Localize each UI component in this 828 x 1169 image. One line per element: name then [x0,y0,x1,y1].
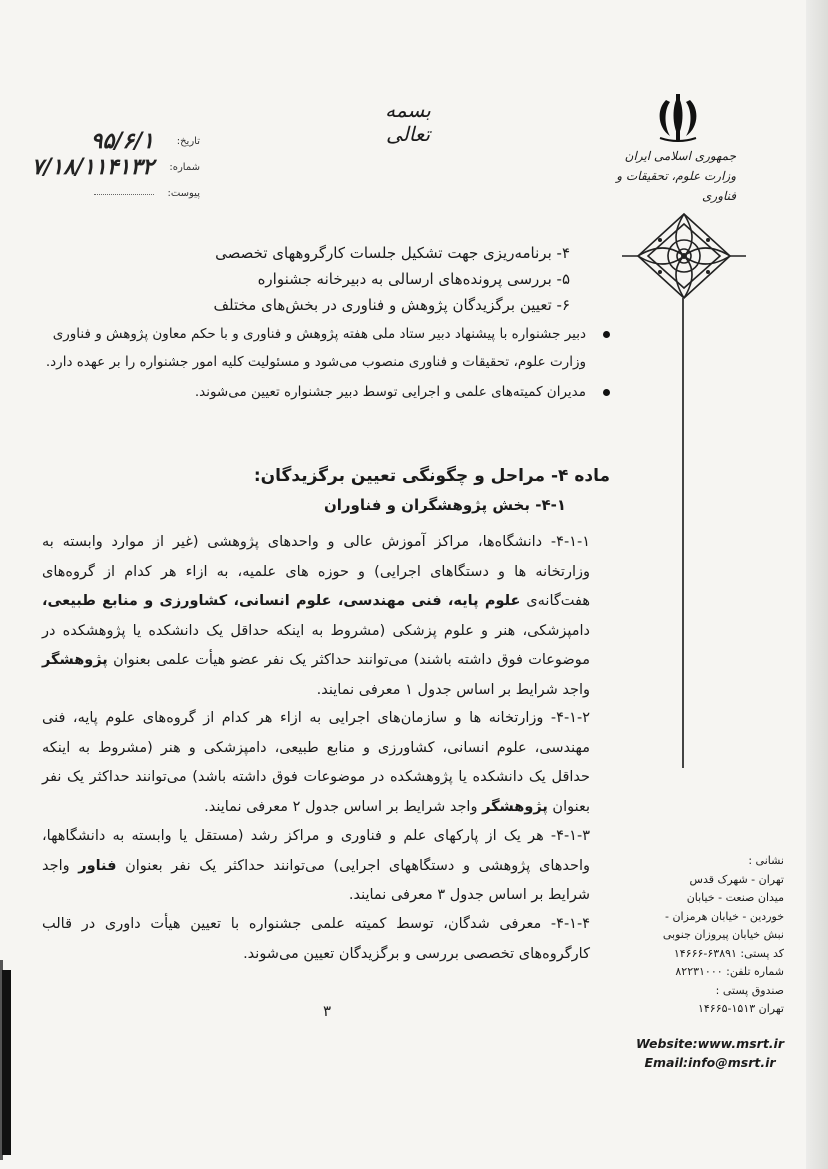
ornament-icon [620,210,748,302]
para-bold: پژوهشگر [42,652,108,668]
bullet-item [42,378,612,406]
address-line: تهران - شهرک قدس [689,872,784,886]
page-number: ۳ [322,1002,332,1020]
bullet-list [42,320,612,408]
para-text: دامپزشکی، هنر و علوم پزشکی (مشروط به اینکه حداقل یک دانشکده یا پژوهشکده در موضوعات فوق داشته باشند) می‌توانند حداکثر یک نفر عضو هیأت علمی بعنوان [42,622,590,668]
address-block [626,852,784,1019]
number-value: ۷/۱۸/۱۱۴۱۳۲ [31,154,154,180]
website-text: Website:www.msrt.ir [636,1036,784,1051]
address-line: نبش خیابان پیروزان جنوبی [662,928,784,941]
tasks-list [190,240,570,318]
contact-web [630,1034,790,1072]
address-line: نشانی : [748,854,784,867]
list-item: ۶- تعیین برگزیدگان پژوهش و فناوری در بخش‌های مختلف [213,296,570,314]
bullet-text: مدیران کمیته‌های علمی و اجرایی توسط دبیر جشنواره تعیین می‌شوند. [194,384,586,400]
para-text: ۴-۱-۳- هر یک از پارکهای علم و فناوری و مراکز رشد (مستقل یا وابسته به دانشگاهها، واحدهای پژوهشی و دستگاههای اجرایی) می‌توانند حداکثر یک نفر بعنوان [42,828,590,874]
para-bold: پژوهشگر [482,798,548,815]
date-value: ۹۵/۶/۱ [90,128,154,154]
number-label: شماره: [169,162,200,173]
iran-emblem-icon [652,92,704,142]
para-text: واجد شرایط بر اساس جدول ۳ معرفی نمایند. [42,857,590,903]
para-text: ۴-۱-۱- دانشگاه‌ها، مراکز آموزش عالی و واحدهای پژوهشی (غیر از موارد وابسته به وزارتخانه ها و دستگاهای اجرایی) و حوزه های علمیه، به ازاء هر کدام از گروه‌های هفت‌گانه‌ی [42,534,590,609]
attachment-label: پیوست: [167,188,200,199]
address-line: خوردین - خیابان هرمزان - [665,909,784,923]
bullet-item [42,320,612,376]
paragraph-4-1-4: ۴-۱-۴- معرفی شدگان، توسط کمیته علمی جشنواره با تعیین هیأت داوری در قالب کارگروه‌های تخصصی بررسی و برگزیدگان تعیین می‌شوند. [42,916,590,962]
para-bold: علوم پایه، فنی مهندسی، علوم انسانی، کشاورزی و منابع طبیعی، [42,593,521,609]
number-row [20,154,200,180]
basmala: بسمه تعالی [385,98,431,146]
paragraph-4-1-2 [42,704,590,822]
bullet-text: دبیر جشنواره با پیشنهاد دبیر ستاد ملی هفته پژوهش و فناوری و با حکم معاون پژوهش و فناوری وزارت علوم، تحقیقات و فناوری منصوب می‌شود و مسئولیت کلیه امور جشنواره را بر عهده دارد. [45,326,586,370]
section-title: ماده ۴- مراحل و چگونگی تعیین برگزیدگان: [253,466,610,486]
address-line: میدان صنعت - خیابان [686,891,784,904]
date-label: تاریخ: [176,136,200,147]
address-line: تهران ۱۵۱۳-۱۴۶۶۵ [697,1002,784,1015]
ministry-name [586,146,736,206]
page-edge [806,0,828,1169]
date-row [20,128,200,154]
attachment-dots [94,194,154,195]
email-text: Email:info@msrt.ir [644,1055,776,1070]
bullet-dot-icon [603,389,610,396]
address-line: شماره تلفن: ۸۲۲۳۱۰۰۰ [675,965,784,978]
para-text: واجد شرایط بر اساس جدول ۱ معرفی نمایند. [316,681,590,698]
para-text: واجد شرایط بر اساس جدول ۲ معرفی نمایند. [204,798,483,815]
ministry-line-2: وزارت علوم، تحقیقات و فناوری [616,169,736,203]
list-item: ۴- برنامه‌ریزی جهت تشکیل جلسات کارگروههای تخصصی [215,244,570,262]
sub-title: ۴-۱- بخش پژوهشگران و فناوران [323,496,566,514]
ministry-line-1: جمهوری اسلامی ایران [624,149,736,163]
paragraph-4-1-1 [42,528,590,705]
paragraph-4-1-3 [42,822,590,911]
list-item: ۵- بررسی پرونده‌های ارسالی به دبیرخانه جشنواره [257,270,570,288]
para-bold: فناور [78,857,117,874]
para-text: ۴-۱-۲- وزارتخانه ها و سازمان‌های اجرایی به ازاء هر کدام از گروه‌های علوم پایه، فنی مهندسی، علوم انسانی، کشاورزی و منابع طبیعی، دامپزشکی و هنر (مشروط به اینکه حداقل یک دانشکده یا پژوهشکده در موضوعات فوق داشته باشد) می‌توانند حداکثر یک نفر بعنوان [42,710,590,815]
bullet-dot-icon [603,331,610,338]
address-line: صندوق پستی : [715,983,784,997]
attachment-row [20,180,200,206]
vertical-rule [682,298,684,768]
address-line: کد پستی: ۶۳۸۹۱-۱۴۶۶۶ [673,946,784,960]
binder-mark [2,970,11,1155]
letter-meta [20,128,200,206]
